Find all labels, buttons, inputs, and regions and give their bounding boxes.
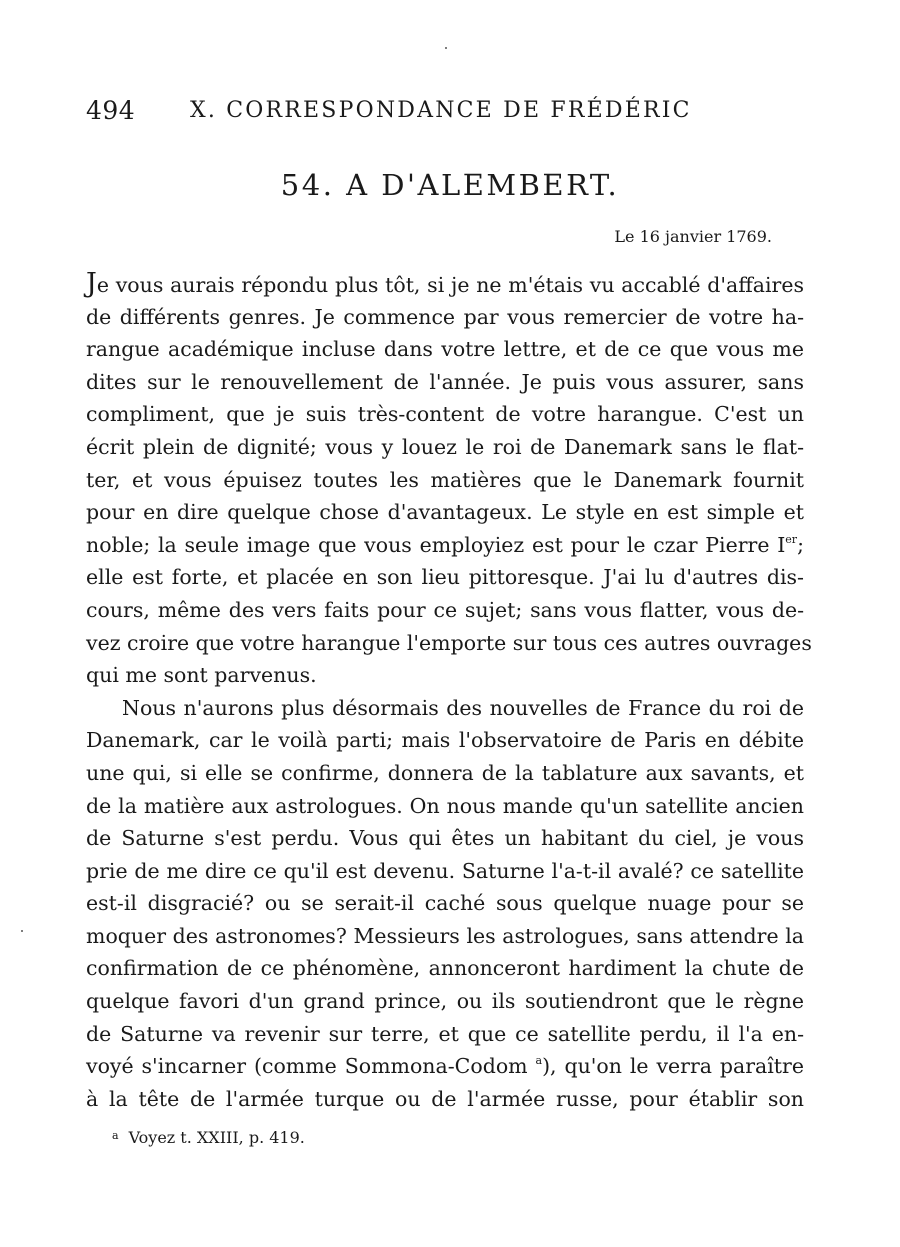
running-title: X. CORRESPONDANCE DE FRÉDÉRIC <box>190 98 692 123</box>
text-line: quelque favori d'un grand prince, ou ils soutiendront que le règne <box>86 989 804 1014</box>
running-head <box>86 96 806 132</box>
print-speck <box>445 47 447 49</box>
text-line: de la matière aux astrologues. On nous mande qu'un satellite ancien <box>86 793 804 818</box>
text-line: à la tête de l'armée turque ou de l'armée russe, pour établir son <box>86 1086 804 1111</box>
text-line: Danemark, car le voilà parti; mais l'observatoire de Paris en débite <box>86 728 804 753</box>
text-line: moquer des astronomes? Messieurs les astrologues, sans attendre la <box>86 923 804 948</box>
footnote-mark: a <box>112 1129 119 1142</box>
letter-date: Le 16 janvier 1769. <box>614 227 772 246</box>
text-line: elle est forte, et placée en son lieu pittoresque. J'ai lu d'autres dis- <box>86 565 804 590</box>
text-line: confirmation de ce phénomène, annonceront hardiment la chute de <box>86 956 804 981</box>
text-line: Je vous aurais répondu plus tôt, si je ne m'étais vu accablé d'affaires <box>86 268 804 299</box>
text-line: de Saturne va revenir sur terre, et que ce satellite perdu, il l'a en- <box>86 1021 804 1046</box>
text-line: ter, et vous épuisez toutes les matières que le Danemark fournit <box>86 467 804 492</box>
footnote-text: Voyez t. XXIII, p. 419. <box>128 1128 305 1147</box>
text-line: noble; la seule image que vous employiez est pour le czar Pierre Ier; <box>86 532 804 557</box>
text-line: une qui, si elle se confirme, donnera de la tablature aux savants, et <box>86 760 804 785</box>
text-line: dites sur le renouvellement de l'année. Je puis vous assurer, sans <box>86 369 804 394</box>
text-line: voyé s'incarner (comme Sommona-Codom $^a$), qu'on le verra paraître <box>86 1054 804 1079</box>
letter-body <box>86 268 812 1115</box>
text-line: de différents genres. Je commence par vous remercier de votre ha- <box>86 304 804 329</box>
initial-letter: J <box>86 268 97 299</box>
text-line: vez croire que votre harangue l'emporte sur tous ces autres ouvrages <box>86 630 812 655</box>
text-line: prie de me dire ce qu'il est devenu. Saturne l'a-t-il avalé? ce satellite <box>86 858 804 883</box>
footnote-reference: a <box>535 1054 543 1068</box>
text-line: qui me sont parvenus. <box>86 663 317 688</box>
text-line: rangue académique incluse dans votre lettre, et de ce que vous me <box>86 337 804 362</box>
text-line: compliment, que je suis très-content de votre harangue. C'est un <box>86 402 804 427</box>
page-number: 494 <box>86 96 136 125</box>
text-line: pour en dire quelque chose d'avantageux. Le style en est simple et <box>86 500 804 525</box>
print-speck <box>21 930 23 932</box>
text-line: est-il disgracié? ou se serait-il caché sous quelque nuage pour se <box>86 891 804 916</box>
text-line: Nous n'aurons plus désormais des nouvelles de France du roi de <box>122 695 804 720</box>
superscript: er <box>785 532 798 546</box>
letter-title: 54. A D'ALEMBERT. <box>280 168 620 202</box>
text-line: écrit plein de dignité; vous y louez le roi de Danemark sans le flat- <box>86 434 804 459</box>
text-line: de Saturne s'est perdu. Vous qui êtes un habitant du ciel, je vous <box>86 826 804 851</box>
text-line: cours, même des vers faits pour ce sujet; sans vous flatter, vous de- <box>86 597 804 622</box>
footnote <box>112 1128 305 1147</box>
